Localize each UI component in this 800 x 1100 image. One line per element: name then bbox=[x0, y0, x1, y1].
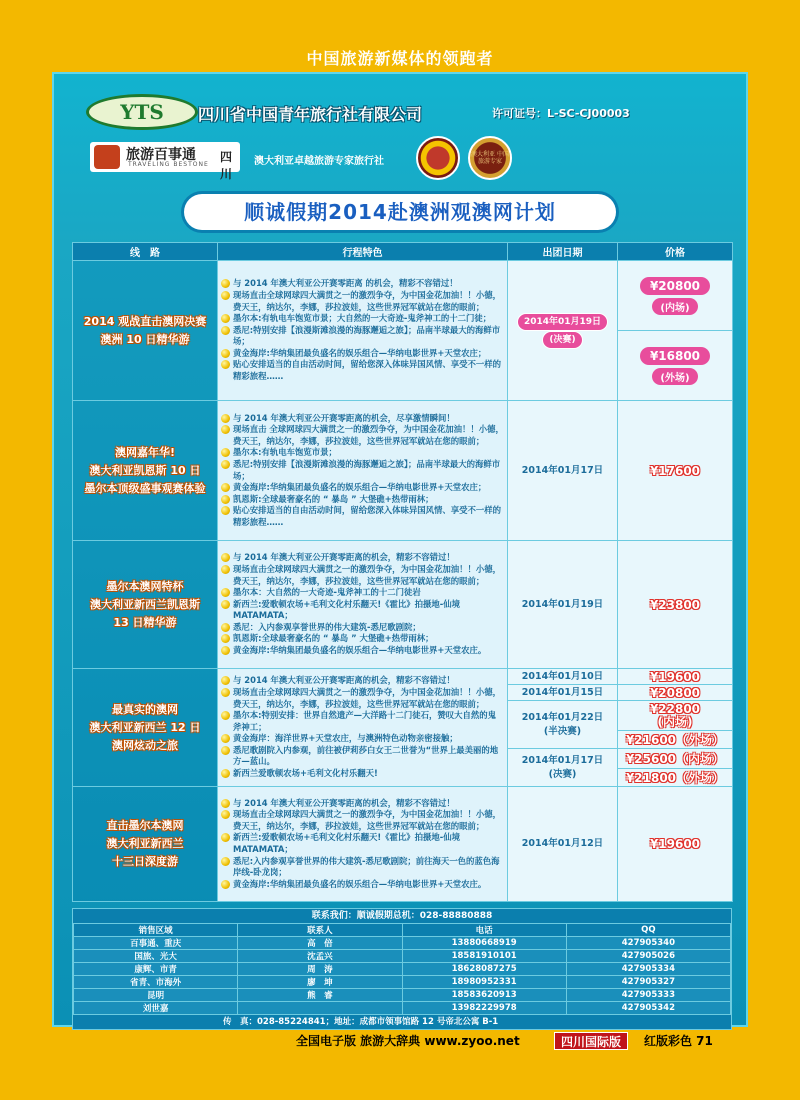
header-price: 价格 bbox=[618, 243, 733, 261]
contact-region: 百事通、重庆 bbox=[74, 937, 238, 950]
top-slogan: 中国旅游新媒体的领跑者 bbox=[306, 49, 494, 68]
contact-row bbox=[74, 963, 731, 976]
feature-item: 悉尼：入内参观享誉世界的伟大建筑-悉尼歌剧院； bbox=[221, 622, 504, 634]
feature-item: 悉尼歌剧院入内参观，前往被伊莉莎白女王二世誉为“世界上最美丽的地方—蓝山。 bbox=[221, 745, 504, 768]
contact-phone: 18980952331 bbox=[402, 976, 566, 989]
plan-title: 顺诚假期2014赴澳洲观澳网计划 bbox=[184, 194, 616, 230]
route-cell bbox=[73, 541, 218, 669]
contact-row bbox=[74, 937, 731, 950]
date-note: (决赛) bbox=[548, 768, 577, 780]
date-cell: 2014年01月15日 bbox=[508, 685, 618, 701]
table-row bbox=[73, 787, 733, 902]
date-cell bbox=[508, 701, 618, 749]
price-cell: ¥21800（外场） bbox=[618, 769, 733, 787]
ad-panel bbox=[52, 72, 748, 1027]
contact-qq: 427905026 bbox=[566, 950, 730, 963]
company-name: 四川省中国青年旅行社有限公司 bbox=[198, 105, 423, 124]
table-row bbox=[73, 669, 733, 685]
date-cell: 2014年01月17日 bbox=[508, 401, 618, 541]
date-cell: 2014年01月12日 bbox=[508, 787, 618, 902]
page-number: 红版彩色 71 bbox=[644, 1034, 713, 1048]
contact-header-row bbox=[74, 924, 731, 937]
price-cell: ¥19600 bbox=[618, 669, 733, 685]
specialist-label: 澳大利亚卓越旅游专家旅行社 bbox=[254, 156, 384, 167]
contact-person: 周 涛 bbox=[238, 963, 402, 976]
feature-item: 现场直击全球网球四大满贯之一的激烈争夺，为中国金花加油！！小德，费天王，纳达尔，李娜，莎拉波娃，这些世界冠军就站在您的眼前； bbox=[221, 687, 504, 710]
feature-item: 现场直击全球网球四大满贯之一的激烈争夺，为中国金花加油！！小德，费天王，纳达尔，李娜，莎拉波娃，这些世界冠军就站在您的眼前； bbox=[221, 564, 504, 587]
route-line: 直击墨尔本澳网 bbox=[106, 819, 184, 832]
features-cell bbox=[218, 261, 508, 401]
date-cell: 2014年01月19日 bbox=[508, 541, 618, 669]
contact-person: 廖 坤 bbox=[238, 976, 402, 989]
table-header-row bbox=[73, 243, 733, 261]
route-line: 13 日精华游 bbox=[113, 615, 177, 629]
route-cell bbox=[73, 787, 218, 902]
date-note: (半决赛) bbox=[543, 725, 582, 737]
contact-footer: 传 真：028-85224841；地址：成都市领事馆路 12 号帝北公寓 B-1 bbox=[73, 1015, 731, 1029]
route-cell bbox=[73, 401, 218, 541]
route-line: 澳大利亚新西兰凯恩斯 bbox=[90, 597, 200, 611]
contact-title: 联系我们：顺诚假期总机：028-88880888 bbox=[73, 909, 731, 923]
contact-qq: 427905333 bbox=[566, 989, 730, 1002]
company-header bbox=[86, 92, 726, 132]
feature-item: 黄金海岸:华纳集团最负盛名的娱乐组合—华纳电影世界+天堂农庄。 bbox=[221, 645, 504, 657]
route-line: 澳网炫动之旅 bbox=[112, 738, 178, 752]
route-cell bbox=[73, 261, 218, 401]
feature-item: 凯恩斯:全球最奢豪名的 “ 暴岛 ” 大堡礁+热带雨林； bbox=[221, 494, 504, 506]
features-cell bbox=[218, 401, 508, 541]
brand-name: 旅游百事通 bbox=[126, 147, 196, 163]
brand-region: 四川 bbox=[220, 150, 233, 181]
date-value: 2014年01月17日 bbox=[521, 754, 604, 766]
contact-row bbox=[74, 950, 731, 963]
table-row bbox=[73, 401, 733, 541]
contact-header: 联系人 bbox=[238, 924, 402, 937]
route-line: 澳大利亚凯恩斯 10 日 bbox=[89, 463, 201, 477]
contact-phone: 18628087275 bbox=[402, 963, 566, 976]
contact-person: 高 倍 bbox=[238, 937, 402, 950]
contact-qq: 427905342 bbox=[566, 1002, 730, 1015]
specialist-seal: 澳大利亚 中国 旅游专家 bbox=[468, 136, 512, 180]
feature-item: 新西兰爱歌顿农场+毛利文化村乐翻天! bbox=[221, 768, 504, 780]
contact-person: 熊 睿 bbox=[238, 989, 402, 1002]
contact-qq: 427905340 bbox=[566, 937, 730, 950]
feature-item: 墨尔本:有轨电车饱览市景；大自然的一大奇迹-鬼斧神工的十二门徒； bbox=[221, 313, 504, 325]
date-cell bbox=[508, 261, 618, 401]
contact-region: 省青、市海外 bbox=[74, 976, 238, 989]
date-cell bbox=[508, 749, 618, 787]
feature-item: 悉尼:特别安排【浪漫斯滩浪漫的海豚邂逅之旅】；品南半球最大的海鲜市场； bbox=[221, 459, 504, 482]
brand-icon bbox=[94, 145, 120, 169]
date-note: (决赛) bbox=[542, 331, 582, 349]
price-cell: ¥23800 bbox=[618, 541, 733, 669]
contact-row bbox=[74, 1002, 731, 1015]
price-value: ¥16800 bbox=[640, 347, 710, 365]
contact-header: 电话 bbox=[402, 924, 566, 937]
feature-item: 新西兰:爱歌顿农场+毛利文化村乐翻天!《霍比》拍摄地-仙境 MATAMATA； bbox=[221, 832, 504, 855]
feature-item: 现场直击全球网球四大满贯之一的激烈争夺，为中国金花加油！！小德，费天王，纳达尔，李娜，莎拉波娃，这些世界冠军就站在您的眼前； bbox=[221, 809, 504, 832]
feature-item: 黄金海岸:华纳集团最负盛名的娱乐组合—华纳电影世界+天堂农庄； bbox=[221, 348, 504, 360]
contact-section bbox=[72, 908, 732, 1030]
header-features: 行程特色 bbox=[218, 243, 508, 261]
date-badge: 2014年01月19日 bbox=[517, 313, 608, 331]
price-cell: ¥17600 bbox=[618, 401, 733, 541]
contact-region: 昆明 bbox=[74, 989, 238, 1002]
price-value: ¥22800 bbox=[649, 701, 701, 716]
feature-item: 与 2014 年澳大利亚公开赛零距离的机会，精彩不容错过！ bbox=[221, 552, 504, 564]
price-cell bbox=[618, 701, 733, 731]
date-cell: 2014年01月10日 bbox=[508, 669, 618, 685]
contact-row bbox=[74, 989, 731, 1002]
header-date: 出团日期 bbox=[508, 243, 618, 261]
brand-logo bbox=[90, 142, 240, 181]
route-line: 澳洲 10 日精华游 bbox=[100, 332, 190, 346]
price-cell bbox=[618, 261, 733, 331]
route-line: 墨尔本澳网特杯 bbox=[106, 579, 184, 593]
price-cell: ¥20800 bbox=[618, 685, 733, 701]
contact-phone: 13880668919 bbox=[402, 937, 566, 950]
feature-item: 黄金海岸:华纳集团最负盛名的娱乐组合—华纳电影世界+天堂农庄； bbox=[221, 482, 504, 494]
price-value: ¥20800 bbox=[640, 277, 710, 295]
contact-region: 国旅、光大 bbox=[74, 950, 238, 963]
route-line: 墨尔本顶级盛事观赛体验 bbox=[84, 481, 206, 495]
kangaroo-badge-icon bbox=[416, 136, 460, 180]
route-line: 澳网嘉年华! bbox=[114, 445, 176, 459]
contact-header: 销售区域 bbox=[74, 924, 238, 937]
feature-item: 现场直击 全球网球四大满贯之一的激烈争夺，为中国金花加油！！小德，费天王，纳达尔，李娜，莎拉波娃，这些世界冠军就站在您的眼前； bbox=[221, 424, 504, 447]
feature-item: 墨尔本：大自然的一大奇迹-鬼斧神工的十二门徒岩 bbox=[221, 587, 504, 599]
contact-qq: 427905327 bbox=[566, 976, 730, 989]
features-cell bbox=[218, 669, 508, 787]
tour-table bbox=[72, 242, 733, 902]
brand-english: TRAVELING BESTONE bbox=[128, 161, 209, 168]
price-cell: ¥19600 bbox=[618, 787, 733, 902]
route-line: 十三日深度游 bbox=[112, 855, 178, 868]
contact-qq: 427905334 bbox=[566, 963, 730, 976]
page-footer bbox=[296, 1032, 746, 1050]
feature-item: 与 2014 年澳大利亚公开赛零距离的机会，精彩不容错过！ bbox=[221, 798, 504, 810]
feature-item: 黄金海岸:华纳集团最负盛名的娱乐组合—华纳电影世界+天堂农庄。 bbox=[221, 879, 504, 891]
contact-region: 刘世嘉 bbox=[74, 1002, 238, 1015]
feature-item: 贴心安排适当的自由活动时间，留给您深入体味异国风情、享受不一样的精彩旅程…… bbox=[221, 359, 504, 382]
route-line: 2014 观战直击澳网决赛 bbox=[83, 314, 207, 328]
contact-phone: 13982229978 bbox=[402, 1002, 566, 1015]
feature-item: 与 2014 年澳大利亚公开赛零距离的机会，尽享激情瞬间！ bbox=[221, 413, 504, 425]
contact-row bbox=[74, 976, 731, 989]
contact-table bbox=[73, 923, 731, 1015]
contact-header: QQ bbox=[566, 924, 730, 937]
feature-item: 悉尼:特别安排【浪漫斯滩浪漫的海豚邂逅之旅】；品南半球最大的海鲜市场； bbox=[221, 325, 504, 348]
date-value: 2014年01月22日 bbox=[521, 711, 604, 723]
contact-phone: 18581910101 bbox=[402, 950, 566, 963]
license-number: 许可证号：L-SC-CJ00003 bbox=[492, 107, 630, 120]
feature-item: 黄金海岸：海洋世界+天堂农庄，与澳洲特色动物亲密接触； bbox=[221, 733, 504, 745]
feature-item: 悉尼:入内参观享誉世界的伟大建筑-悉尼歌剧院；前往海天一色的蓝色海岸线-卧龙岗； bbox=[221, 856, 504, 879]
feature-item: 墨尔本:有轨电车饱览市景； bbox=[221, 447, 504, 459]
features-cell bbox=[218, 787, 508, 902]
contact-person bbox=[238, 1002, 402, 1015]
price-note: (内场) bbox=[657, 714, 693, 729]
table-row bbox=[73, 541, 733, 669]
route-cell bbox=[73, 669, 218, 787]
contact-phone: 18583620913 bbox=[402, 989, 566, 1002]
feature-item: 与 2014 年澳大利亚公开赛零距离的机会，精彩不容错过！ bbox=[221, 675, 504, 687]
price-cell: ¥21600（外场） bbox=[618, 731, 733, 749]
region-badge: 四川国际版 bbox=[554, 1032, 628, 1050]
price-cell bbox=[618, 331, 733, 401]
feature-item: 与 2014 年澳大利亚公开赛零距离 的机会，精彩不容错过！ bbox=[221, 278, 504, 290]
route-line: 澳大利亚新西兰 12 日 bbox=[89, 720, 201, 734]
edition-label: 全国电子版 旅游大辞典 www.zyoo.net bbox=[296, 1034, 520, 1048]
route-line: 澳大利亚新西兰 bbox=[106, 837, 184, 850]
price-note: (内场) bbox=[652, 298, 697, 315]
feature-item: 凯恩斯:全球最奢豪名的 “ 暴岛 ” 大堡礁+热带雨林； bbox=[221, 633, 504, 645]
price-note: (外场) bbox=[652, 368, 697, 385]
price-cell: ¥25600（内场） bbox=[618, 749, 733, 769]
feature-item: 新西兰:爱歌顿农场+毛利文化村乐翻天!《霍比》拍摄地-仙境 MATAMATA； bbox=[221, 599, 504, 622]
feature-item: 贴心安排适当的自由活动时间，留给您深入体味异国风情、享受不一样的精彩旅程…… bbox=[221, 505, 504, 528]
cyts-logo: YTS bbox=[86, 94, 198, 130]
contact-person: 沈孟兴 bbox=[238, 950, 402, 963]
header-route: 线 路 bbox=[73, 243, 218, 261]
feature-item: 现场直击全球网球四大满贯之一的激烈争夺，为中国金花加油！！小德，费天王，纳达尔，李娜，莎拉波娃，这些世界冠军就站在您的眼前； bbox=[221, 290, 504, 313]
contact-region: 康辉、市青 bbox=[74, 963, 238, 976]
route-line: 最真实的澳网 bbox=[112, 702, 178, 716]
features-cell bbox=[218, 541, 508, 669]
table-row bbox=[73, 261, 733, 331]
feature-item: 墨尔本:特别安排：世界自然遗产—大洋路十二门徒石，赞叹大自然的鬼斧神工； bbox=[221, 710, 504, 733]
